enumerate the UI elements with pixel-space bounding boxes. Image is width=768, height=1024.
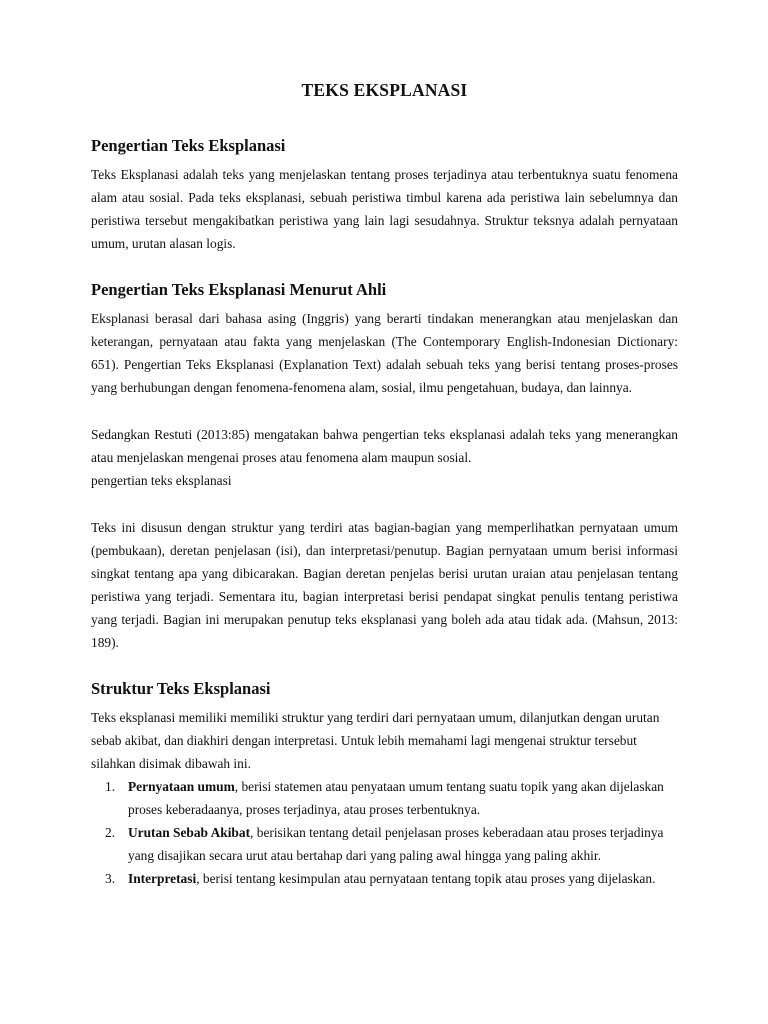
paragraph-eksplanasi-definisi: Eksplanasi berasal dari bahasa asing (Inggris) yang berarti tindakan menerangkan atau menjelaskan dan keterangan, pernyataan atau fakta yang menjelaskan (The Contemporary English-Indonesian Dictionary: 651). Pengertian Teks Eksplanasi (Explanation Text) adalah sebuah teks yang berisi tentang proses-proses yang berhubungan dengan fenomena-fenomena alam, sosial, ilmu pengetahuan, budaya, dan lainnya. [91,311,678,395]
image-caption: pengertian teks eksplanasi [91,473,232,488]
list-item-number: 2. [105,825,116,840]
section-heading-menurut-ahli: Pengertian Teks Eksplanasi Menurut Ahli [91,280,387,299]
list-item-description: , berisi tentang kesimpulan atau pernyataan tentang topik atau proses yang dijelaskan. [196,871,656,886]
list-item-description: , berisi statemen atau penyataan umum tentang suatu topik yang akan dijelaskan proses keberadaanya, proses terjadinya, atau proses terbentuknya. [128,779,664,817]
list-item-term: Pernyataan umum [128,779,235,794]
section-heading-struktur: Struktur Teks Eksplanasi [91,679,271,698]
section-heading-pengertian: Pengertian Teks Eksplanasi [91,136,286,155]
list-item-description: , berisikan tentang detail penjelasan proses keberadaan atau proses terjadinya yang disajikan secara urut atau bertahap dari yang paling awal hingga yang paling akhir. [128,825,664,863]
list-item-term: Urutan Sebab Akibat [128,825,251,840]
list-item [91,775,678,821]
list-item [91,821,678,867]
paragraph-struktur-mahsun: Teks ini disusun dengan struktur yang terdiri atas bagian-bagian yang memperlihatkan pernyataan umum (pembukaan), deretan penjelasan (isi), dan interpretasi/penutup. Bagian pernyataan umum berisi informasi singkat tentang apa yang dibicarakan. Bagian deretan penjelas berisi urutan uraian atau penjelasan tentang peristiwa yang terjadi. Sementara itu, bagian interpretasi berisi pendapat singkat penulis tentang peristiwa yang terjadi. Bagian ini merupakan penutup teks eksplanasi yang boleh ada atau tidak ada. (Mahsun, 2013: 189). [91,520,678,650]
paragraph-pengertian: Teks Eksplanasi adalah teks yang menjelaskan tentang proses terjadinya atau terbentuknya suatu fenomena alam atau sosial. Pada teks eksplanasi, sebuah peristiwa timbul karena ada peristiwa lain sebelumnya dan peristiwa tersebut mengakibatkan peristiwa yang lain lagi sesudahnya. Struktur teksnya adalah pernyataan umum, urutan alasan logis. [91,167,678,251]
list-item-number: 1. [105,779,116,794]
list-item-term: Interpretasi [128,871,197,886]
document-title: TEKS EKSPLANASI [301,80,468,100]
structure-list [91,775,678,890]
list-item-number: 3. [105,871,116,886]
paragraph-restuti: Sedangkan Restuti (2013:85) mengatakan bahwa pengertian teks eksplanasi adalah teks yang menerangkan atau menjelaskan mengenai proses atau fenomena alam maupun sosial. [91,427,678,465]
paragraph-struktur-intro: Teks eksplanasi memiliki memiliki struktur yang terdiri dari pernyataan umum, dilanjutkan dengan urutan sebab akibat, dan diakhiri dengan interpretasi. Untuk lebih memahami lagi mengenai struktur tersebut silahkan disimak dibawah ini. [91,710,660,771]
document-page [91,72,678,890]
list-item [91,867,678,890]
